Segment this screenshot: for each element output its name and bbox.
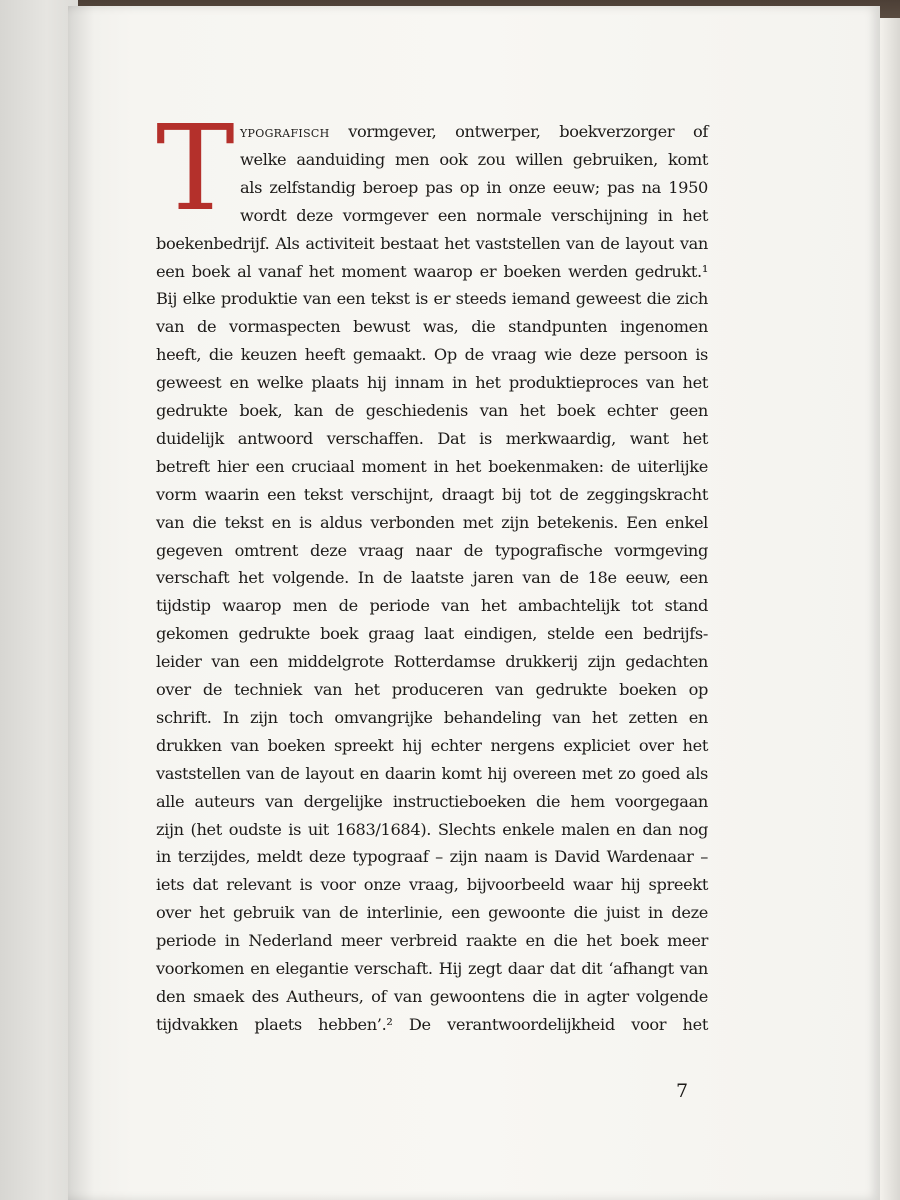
text-line-25: alle auteurs van dergelijke instructieboeken die hem voorgegaan: [156, 791, 708, 811]
text-line-6: een boek al vanaf het moment waarop er boeken werden gedrukt.¹: [156, 261, 708, 281]
text-line-4: wordt deze vormgever een normale verschijning in het: [240, 205, 708, 225]
text-line-17: verschaft het volgende. In de laatste jaren van de 18e eeuw, een: [156, 568, 708, 588]
text-line-26: zijn (het oudste is uit 1683/1684). Slechts enkele malen en dan nog: [156, 819, 708, 839]
page-number: 7: [676, 1080, 689, 1102]
text-line-16: gegeven omtrent deze vraag naar de typografische vormgeving: [156, 540, 708, 560]
first-word-smallcaps: ypografisch: [240, 122, 330, 141]
text-line-10: geweest en welke plaats hij innam in het produktieproces van het: [156, 373, 708, 393]
text-line-9: heeft, die keuzen heeft gemaakt. Op de vraag wie deze persoon is: [156, 345, 708, 365]
text-line-19: gekomen gedrukte boek graag laat eindigen, stelde een bedrijfs-: [156, 624, 708, 644]
text-line-23: drukken van boeken spreekt hij echter nergens expliciet over het: [156, 735, 708, 755]
text-line-7: Bij elke produktie van een tekst is er steeds iemand geweest die zich: [156, 289, 708, 309]
text-line-21: over de techniek van het produceren van gedrukte boeken op: [156, 680, 708, 699]
text-line-31: voorkomen en elegantie verschaft. Hij zegt daar dat dit ‘afhangt van: [156, 959, 708, 978]
text-line-14: vorm waarin een tekst verschijnt, draagt bij tot de zeggingskracht: [156, 484, 708, 504]
text-line-33: tijdvakken plaets hebben’.² De verantwoordelijkheid voor het: [156, 1014, 708, 1034]
previous-page-edge: [0, 0, 78, 1200]
text-line-3: als zelfstandig beroep pas op in onze eeuw; pas na 1950: [240, 177, 708, 197]
text-line-20: leider van een middelgrote Rotterdamse drukkerij zijn gedachten: [156, 652, 708, 672]
text-line-2: welke aanduiding men ook zou willen gebruiken, komt: [240, 149, 708, 169]
text-line-29: over het gebruik van de interlinie, een gewoonte die juist in deze: [156, 903, 708, 923]
drop-cap: T: [156, 99, 235, 237]
text-line-27: in terzijdes, meldt deze typograaf – zijn naam is David Wardenaar –: [156, 847, 708, 867]
text-line-32: den smaek des Autheurs, of van gewoontens die in agter volgende: [156, 986, 708, 1006]
text-line-18: tijdstip waarop men de periode van het ambachtelijk tot stand: [156, 596, 708, 616]
text-line-28: iets dat relevant is voor onze vraag, bijvoorbeeld waar hij spreekt: [156, 875, 708, 895]
text-line-12: duidelijk antwoord verschaffen. Dat is merkwaardig, want het: [156, 428, 708, 448]
text-line-8: van de vormaspecten bewust was, die standpunten ingenomen: [156, 317, 708, 337]
text-line-24: vaststellen van de layout en daarin komt hij overeen met zo goed als: [156, 763, 708, 783]
text-line-13: betreft hier een cruciaal moment in het boekenmaken: de uiterlijke: [156, 456, 708, 476]
text-line-11: gedrukte boek, kan de geschiedenis van het boek echter geen: [156, 401, 708, 420]
text-line-5: boekenbedrijf. Als activiteit bestaat het vaststellen van de layout van: [156, 233, 708, 253]
text-line-1-rest: vormgever, ontwerper, boekverzorger of: [348, 122, 708, 141]
text-line-22: schrift. In zijn toch omvangrijke behandeling van het zetten en: [156, 707, 708, 727]
text-line-15: van die tekst en is aldus verbonden met zijn betekenis. Een enkel: [156, 512, 708, 532]
text-line-1: [240, 118, 708, 146]
text-line-30: periode in Nederland meer verbreid raakte en die het boek meer: [156, 931, 708, 951]
